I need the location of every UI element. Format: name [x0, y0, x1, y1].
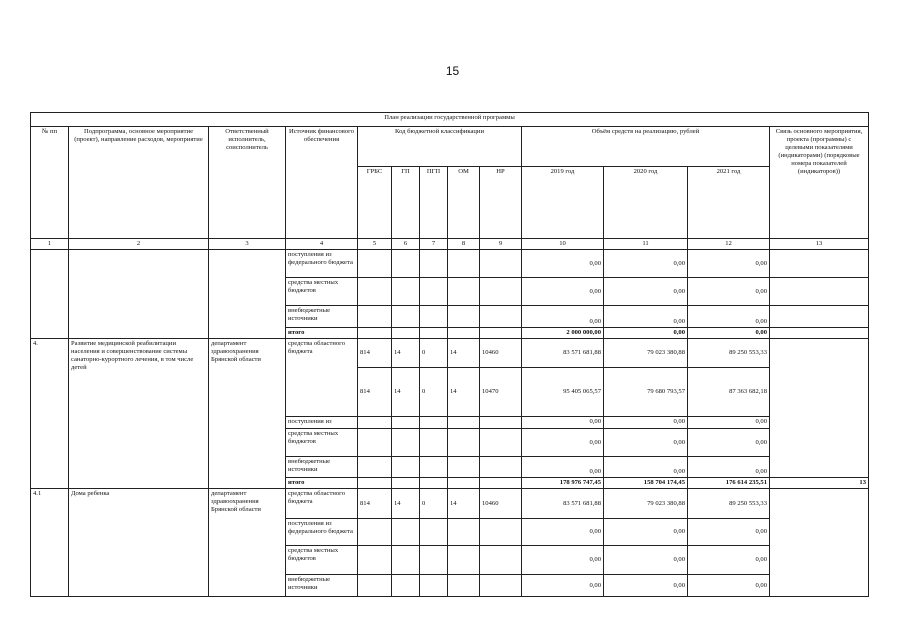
header-indicator-link: Связь основного мероприятия, проекта (программы) с целевыми показателями (индикаторами) (порядковые номера показателей (индикаторов)) — [770, 127, 869, 239]
value-cell: 0,00 — [522, 575, 604, 597]
page-number: 15 — [445, 64, 460, 78]
code-gp: 14 — [392, 368, 420, 417]
value-cell: 89 250 553,33 — [688, 339, 770, 368]
source-cell: поступления из — [286, 417, 358, 429]
value-cell: 0,00 — [688, 417, 770, 429]
value-cell: 0,00 — [522, 306, 604, 328]
value-cell: 0,00 — [688, 546, 770, 575]
col-number: 5 — [358, 239, 392, 250]
value-cell: 95 405 065,57 — [522, 368, 604, 417]
code-gp: 14 — [392, 489, 420, 519]
executor: департамент здравоохранения Брянской области — [209, 339, 286, 489]
header-nr: НР — [480, 167, 522, 239]
table-title: План реализации государственной программы — [31, 113, 869, 127]
value-cell: 0,00 — [688, 519, 770, 546]
source-cell: поступления из федерального бюджета — [286, 250, 358, 278]
value-cell: 0,00 — [604, 278, 688, 306]
source-cell: итого — [286, 478, 358, 489]
header-pgp: ПГП — [420, 167, 448, 239]
header-2019: 2019 год — [522, 167, 604, 239]
header-executor: Ответственный исполнитель, соисполнитель — [209, 127, 286, 239]
value-cell: 0,00 — [604, 250, 688, 278]
value-cell: 83 571 681,88 — [522, 489, 604, 519]
table-row — [31, 489, 869, 519]
activity-name: Развитие медицинской реабилитации населения и совершенствование системы санаторно-курортного лечения, в том числе детей — [69, 339, 209, 489]
value-cell: 0,00 — [604, 575, 688, 597]
row-number: 4. — [31, 339, 69, 489]
code-om: 14 — [448, 339, 480, 368]
value-cell: 0,00 — [604, 306, 688, 328]
value-cell: 83 571 681,88 — [522, 339, 604, 368]
value-cell: 176 614 235,51 — [688, 478, 770, 489]
value-cell: 0,00 — [688, 250, 770, 278]
col-number: 13 — [770, 239, 869, 250]
header-number: № пп — [31, 127, 69, 239]
col-number: 12 — [688, 239, 770, 250]
code-pgp: 0 — [420, 489, 448, 519]
value-cell: 0,00 — [604, 546, 688, 575]
source-cell: внебюджетные источники — [286, 306, 358, 328]
value-cell: 0,00 — [604, 429, 688, 457]
source-cell: итого — [286, 328, 358, 339]
executor: департамент здравоохранения Брянской области — [209, 489, 286, 597]
value-cell: 0,00 — [522, 519, 604, 546]
value-cell: 2 000 000,00 — [522, 328, 604, 339]
header-budget-code: Код бюджетной классификации — [358, 127, 522, 167]
code-pgp: 0 — [420, 368, 448, 417]
col-number: 11 — [604, 239, 688, 250]
activity-name: Дома ребенка — [69, 489, 209, 597]
code-om: 14 — [448, 368, 480, 417]
value-cell: 0,00 — [522, 546, 604, 575]
header-gp: ГП — [392, 167, 420, 239]
col-number: 9 — [480, 239, 522, 250]
value-cell: 79 023 380,88 — [604, 339, 688, 368]
code-nr: 10470 — [480, 368, 522, 417]
value-cell: 0,00 — [688, 306, 770, 328]
value-cell: 0,00 — [604, 417, 688, 429]
value-cell: 0,00 — [522, 417, 604, 429]
indicator-link: 13 — [770, 478, 869, 489]
source-cell: внебюджетные источники — [286, 457, 358, 478]
code-nr: 10460 — [480, 489, 522, 519]
col-number: 3 — [209, 239, 286, 250]
source-cell: средства местных бюджетов — [286, 546, 358, 575]
source-cell: средства областного бюджета — [286, 489, 358, 519]
source-cell: средства местных бюджетов — [286, 429, 358, 457]
header-om: ОМ — [448, 167, 480, 239]
source-cell: внебюджетные источники — [286, 575, 358, 597]
header-2021: 2021 год — [688, 167, 770, 239]
value-cell: 0,00 — [522, 429, 604, 457]
col-number: 6 — [392, 239, 420, 250]
value-cell: 158 704 174,45 — [604, 478, 688, 489]
header-volume: Объём средств на реализацию, рублей — [522, 127, 770, 167]
code-grbs: 814 — [358, 368, 392, 417]
value-cell: 0,00 — [688, 429, 770, 457]
source-cell: средства областного бюджета — [286, 339, 358, 417]
value-cell: 79 023 380,88 — [604, 489, 688, 519]
col-number: 1 — [31, 239, 69, 250]
code-gp: 14 — [392, 339, 420, 368]
value-cell: 0,00 — [522, 457, 604, 478]
code-om: 14 — [448, 489, 480, 519]
plan-table — [30, 112, 869, 597]
row-number: 4.1 — [31, 489, 69, 597]
value-cell: 178 976 747,45 — [522, 478, 604, 489]
col-number: 2 — [69, 239, 209, 250]
col-number: 4 — [286, 239, 358, 250]
table-row — [31, 250, 869, 278]
value-cell: 0,00 — [522, 278, 604, 306]
value-cell: 0,00 — [688, 575, 770, 597]
value-cell: 0,00 — [688, 457, 770, 478]
header-grbs: ГРБС — [358, 167, 392, 239]
value-cell: 0,00 — [522, 250, 604, 278]
col-number: 8 — [448, 239, 480, 250]
value-cell: 0,00 — [688, 328, 770, 339]
col-number: 7 — [420, 239, 448, 250]
header-activity: Подпрограмма, основное мероприятие (проект), направление расходов, мероприятие — [69, 127, 209, 239]
header-source: Источник финансового обеспечения — [286, 127, 358, 239]
source-cell: поступления из федерального бюджета — [286, 519, 358, 546]
value-cell: 0,00 — [604, 519, 688, 546]
value-cell: 0,00 — [604, 457, 688, 478]
code-grbs: 814 — [358, 489, 392, 519]
code-grbs: 814 — [358, 339, 392, 368]
source-cell: средства местных бюджетов — [286, 278, 358, 306]
value-cell: 0,00 — [688, 278, 770, 306]
code-nr: 10460 — [480, 339, 522, 368]
value-cell: 79 680 793,57 — [604, 368, 688, 417]
col-number: 10 — [522, 239, 604, 250]
header-2020: 2020 год — [604, 167, 688, 239]
value-cell: 0,00 — [604, 328, 688, 339]
code-pgp: 0 — [420, 339, 448, 368]
table-row — [31, 339, 869, 368]
value-cell: 87 363 682,18 — [688, 368, 770, 417]
value-cell: 89 250 553,33 — [688, 489, 770, 519]
